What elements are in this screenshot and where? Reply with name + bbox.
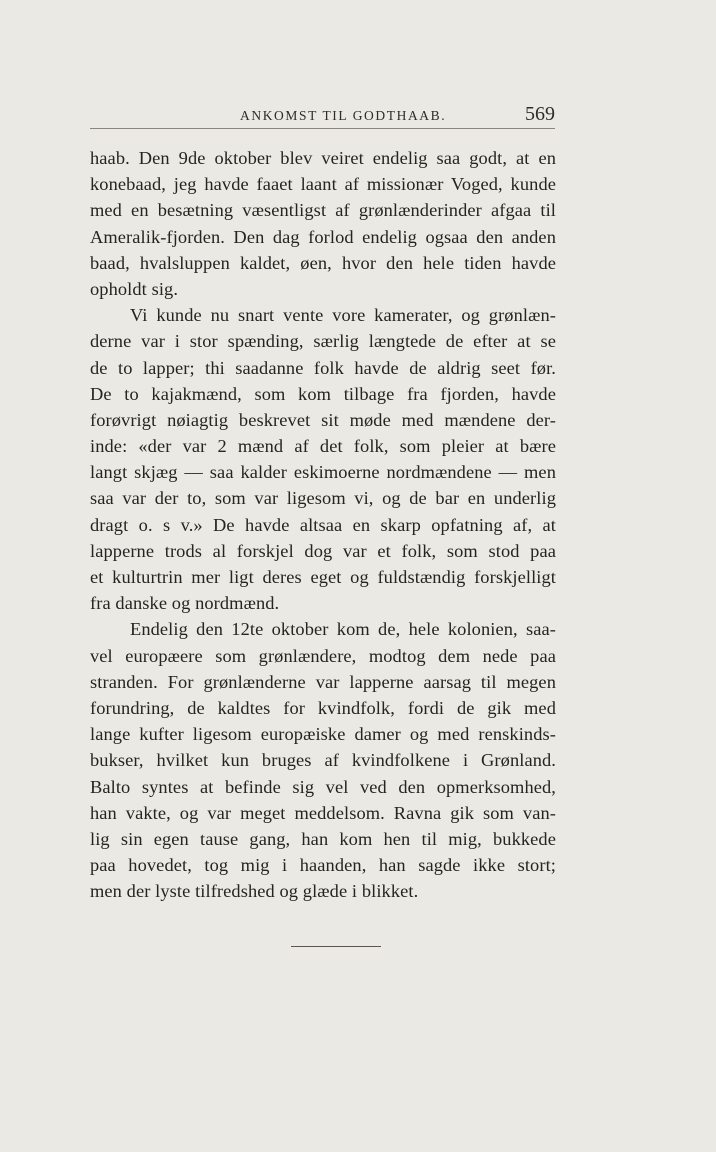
text-line: med en besætning væsentligst af grønlænderinder afgaa til bbox=[90, 200, 556, 221]
text-line: Ameralik-fjorden. Den dag forlod endelig ogsaa den anden bbox=[90, 226, 556, 247]
text-line: lapperne trods al forskjel dog var et folk, som stod paa bbox=[90, 540, 556, 561]
text-line: konebaad, jeg havde faaet laant af missionær Voged, kunde bbox=[90, 174, 556, 195]
running-head bbox=[90, 103, 555, 129]
text-line: inde: «der var 2 mænd af det folk, som pleier at bære bbox=[90, 436, 556, 457]
header-rule bbox=[90, 128, 555, 129]
text-line: bukser, hvilket kun bruges af kvindfolkene i Grønland. bbox=[90, 750, 556, 771]
body-text bbox=[90, 145, 556, 904]
text-line: De to kajakmænd, som kom tilbage fra fjorden, havde bbox=[90, 383, 556, 404]
text-line: fra danske og nordmænd. bbox=[90, 593, 280, 614]
text-line: de to lapper; thi saadanne folk havde de aldrig seet før. bbox=[90, 357, 556, 378]
text-line: forøvrigt nøiagtig beskrevet sit møde med mændene der- bbox=[90, 409, 556, 430]
text-line: Vi kunde nu snart vente vore kamerater, og grønlæn- bbox=[130, 305, 556, 326]
text-line: dragt o. s v.» De havde altsaa en skarp opfatning af, at bbox=[90, 514, 556, 535]
section-end-rule bbox=[291, 946, 381, 947]
text-line: lig sin egen tause gang, han kom hen til mig, bukkede bbox=[90, 828, 556, 849]
text-line: derne var i stor spænding, særlig længtede de efter at se bbox=[90, 331, 556, 352]
page-number: 569 bbox=[525, 103, 555, 125]
running-title: ANKOMST TIL GODTHAAB. bbox=[240, 108, 447, 123]
text-line: lange kufter ligesom europæiske damer og med renskinds- bbox=[90, 724, 556, 745]
text-line: stranden. For grønlænderne var lapperne aarsag til megen bbox=[90, 671, 556, 692]
text-line: vel europæere som grønlændere, modtog dem nede paa bbox=[90, 645, 556, 666]
text-line: et kulturtrin mer ligt deres eget og fuldstændig forskjelligt bbox=[90, 567, 556, 587]
text-line: langt skjæg — saa kalder eskimoerne nordmændene — men bbox=[90, 462, 556, 483]
text-line: men der lyste tilfredshed og glæde i blikket. bbox=[90, 881, 419, 902]
text-line: paa hovedet, tog mig i haanden, han sagde ikke stort; bbox=[90, 855, 556, 876]
text-line: Endelig den 12te oktober kom de, hele kolonien, saa- bbox=[130, 619, 556, 640]
text-line: han vakte, og var meget meddelsom. Ravna gik som van- bbox=[90, 802, 556, 823]
text-line: baad, hvalsluppen kaldet, øen, hvor den hele tiden havde bbox=[90, 252, 556, 273]
text-line: saa var der to, som var ligesom vi, og de bar en underlig bbox=[90, 488, 556, 509]
text-line: haab. Den 9de oktober blev veiret endelig saa godt, at en bbox=[90, 148, 556, 168]
text-line: forundring, de kaldtes for kvindfolk, fordi de gik med bbox=[90, 697, 556, 718]
text-line: Balto syntes at befinde sig vel ved den opmerksomhed, bbox=[90, 776, 556, 797]
text-line: opholdt sig. bbox=[90, 278, 179, 299]
